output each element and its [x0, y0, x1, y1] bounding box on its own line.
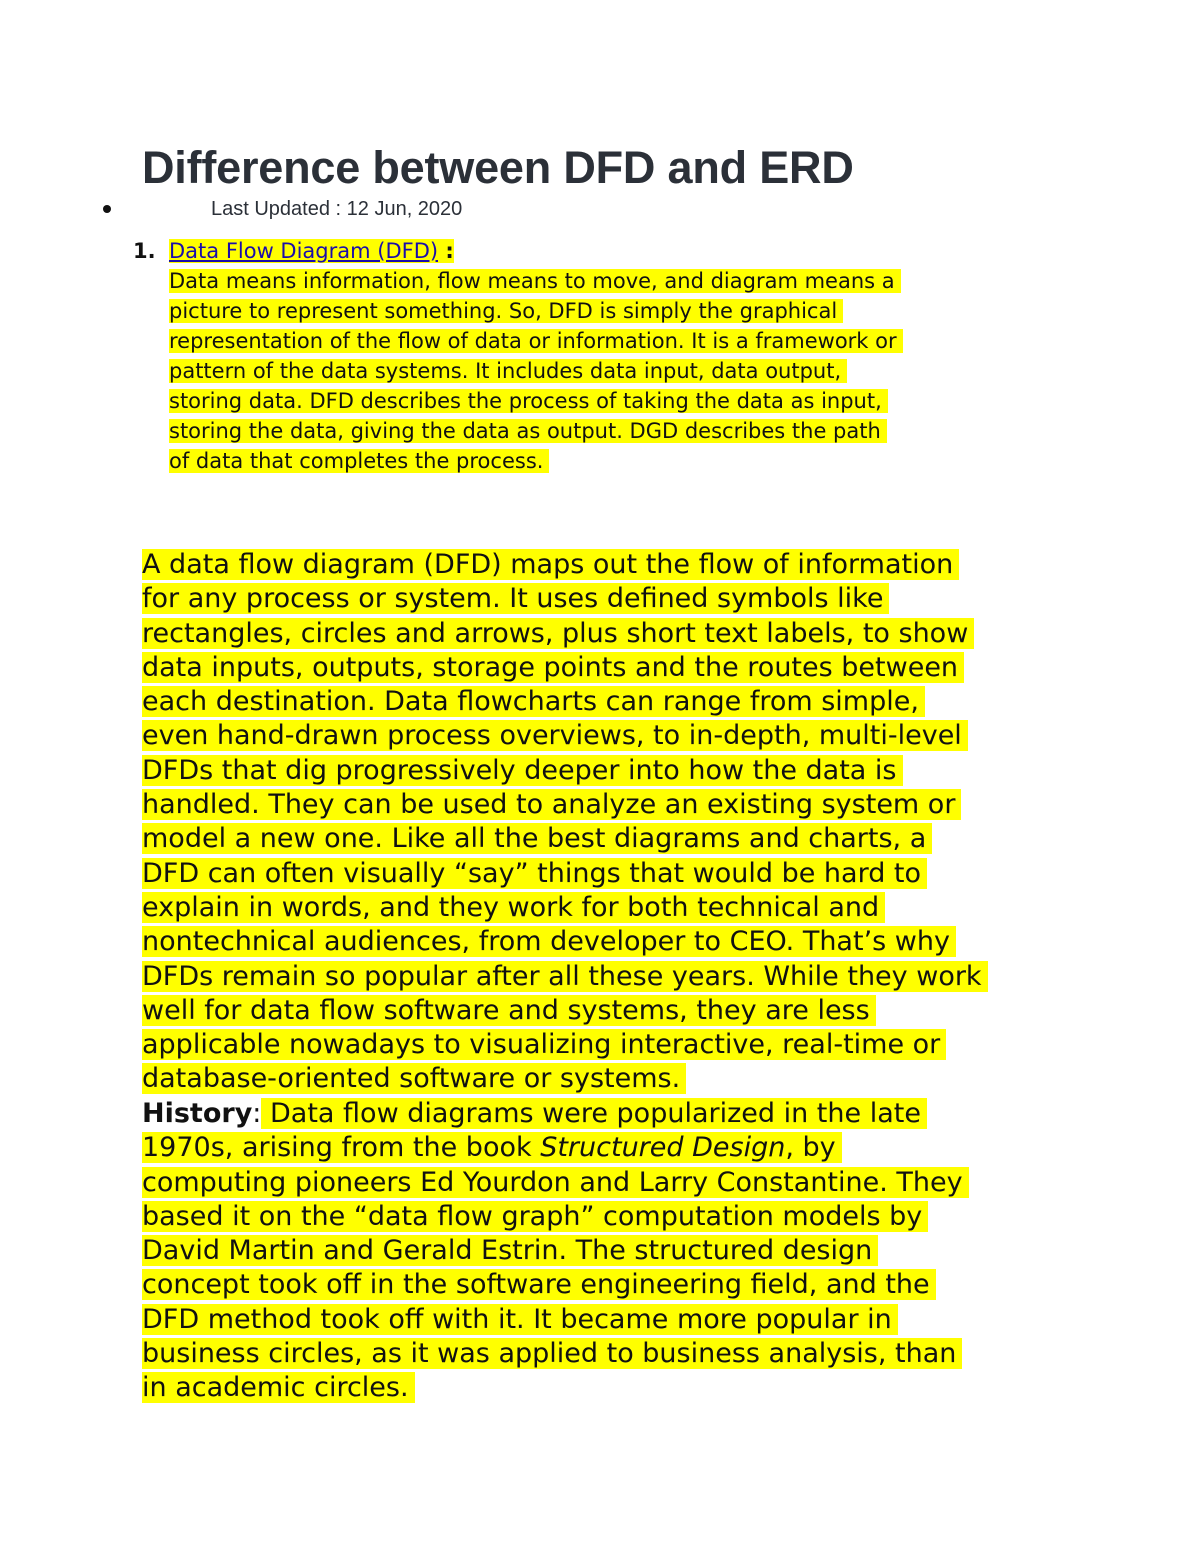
text-line: storing the data, giving the data as output. DGD describes the path — [169, 419, 887, 443]
text-line: each destination. Data flowcharts can range from simple, — [142, 686, 925, 717]
dfd-link[interactable]: Data Flow Diagram (DFD) — [169, 239, 439, 263]
text-line: 1970s, arising from the book — [142, 1132, 541, 1164]
text-line: , by — [785, 1132, 841, 1163]
history-paragraph — [142, 1097, 1082, 1406]
text-line: model a new one. Like all the best diagrams and charts, a — [142, 823, 932, 854]
dfd-overview-paragraph — [142, 548, 1082, 1097]
text-line: storing data. DFD describes the process of taking the data as input, — [169, 389, 888, 413]
text-line: picture to represent something. So, DFD is simply the graphical — [169, 299, 843, 323]
text-line: based it on the “data flow graph” computation models by — [142, 1201, 928, 1232]
text-line: Data means information, flow means to move, and diagram means a — [169, 269, 901, 293]
list-item-heading — [169, 236, 454, 266]
text-line: pattern of the data systems. It includes data input, data output, — [169, 359, 847, 383]
text-line: applicable nowadays to visualizing interactive, real-time or — [142, 1029, 946, 1060]
text-line: concept took off in the software engineering field, and the — [142, 1269, 936, 1300]
text-line: handled. They can be used to analyze an existing system or — [142, 789, 961, 820]
last-updated-label: Last Updated : 12 Jun, 2020 — [211, 198, 463, 220]
text-line: DFDs remain so popular after all these years. While they work — [142, 961, 988, 992]
history-label: History — [142, 1098, 253, 1129]
dfd-definition-paragraph — [169, 266, 1069, 476]
text-line: A data flow diagram (DFD) maps out the flow of information — [142, 549, 959, 580]
text-line: DFD method took off with it. It became more popular in — [142, 1304, 898, 1335]
text-line: even hand-drawn process overviews, to in-depth, multi-level — [142, 720, 968, 751]
text-line: in academic circles. — [142, 1372, 415, 1403]
text-line: Data flow diagrams were popularized in the late — [261, 1098, 927, 1129]
list-number: 1. — [133, 239, 156, 263]
page-title: Difference between DFD and ERD — [142, 142, 854, 193]
text-line: computing pioneers Ed Yourdon and Larry Constantine. They — [142, 1167, 969, 1198]
bullet-dot-icon — [103, 205, 111, 213]
text-line: data inputs, outputs, storage points and the routes between — [142, 652, 964, 683]
text-line: nontechnical audiences, from developer to CEO. That’s why — [142, 926, 956, 957]
text-line: rectangles, circles and arrows, plus short text labels, to show — [142, 618, 974, 649]
book-title: Structured Design — [540, 1132, 786, 1164]
text-line: business circles, as it was applied to business analysis, than — [142, 1338, 962, 1369]
heading-colon: : — [438, 239, 454, 263]
text-line: well for data flow software and systems, they are less — [142, 995, 876, 1026]
text-line: for any process or system. It uses defined symbols like — [142, 583, 889, 614]
history-colon: : — [252, 1098, 262, 1129]
text-line: of data that completes the process. — [169, 449, 549, 473]
text-line: DFD can often visually “say” things that would be hard to — [142, 858, 927, 889]
text-line: database-oriented software or systems. — [142, 1063, 686, 1094]
last-updated-row — [0, 194, 1200, 224]
text-line: representation of the flow of data or information. It is a framework or — [169, 329, 903, 353]
text-line: David Martin and Gerald Estrin. The structured design — [142, 1235, 878, 1266]
text-line: DFDs that dig progressively deeper into how the data is — [142, 755, 903, 786]
text-line: explain in words, and they work for both technical and — [142, 892, 885, 923]
